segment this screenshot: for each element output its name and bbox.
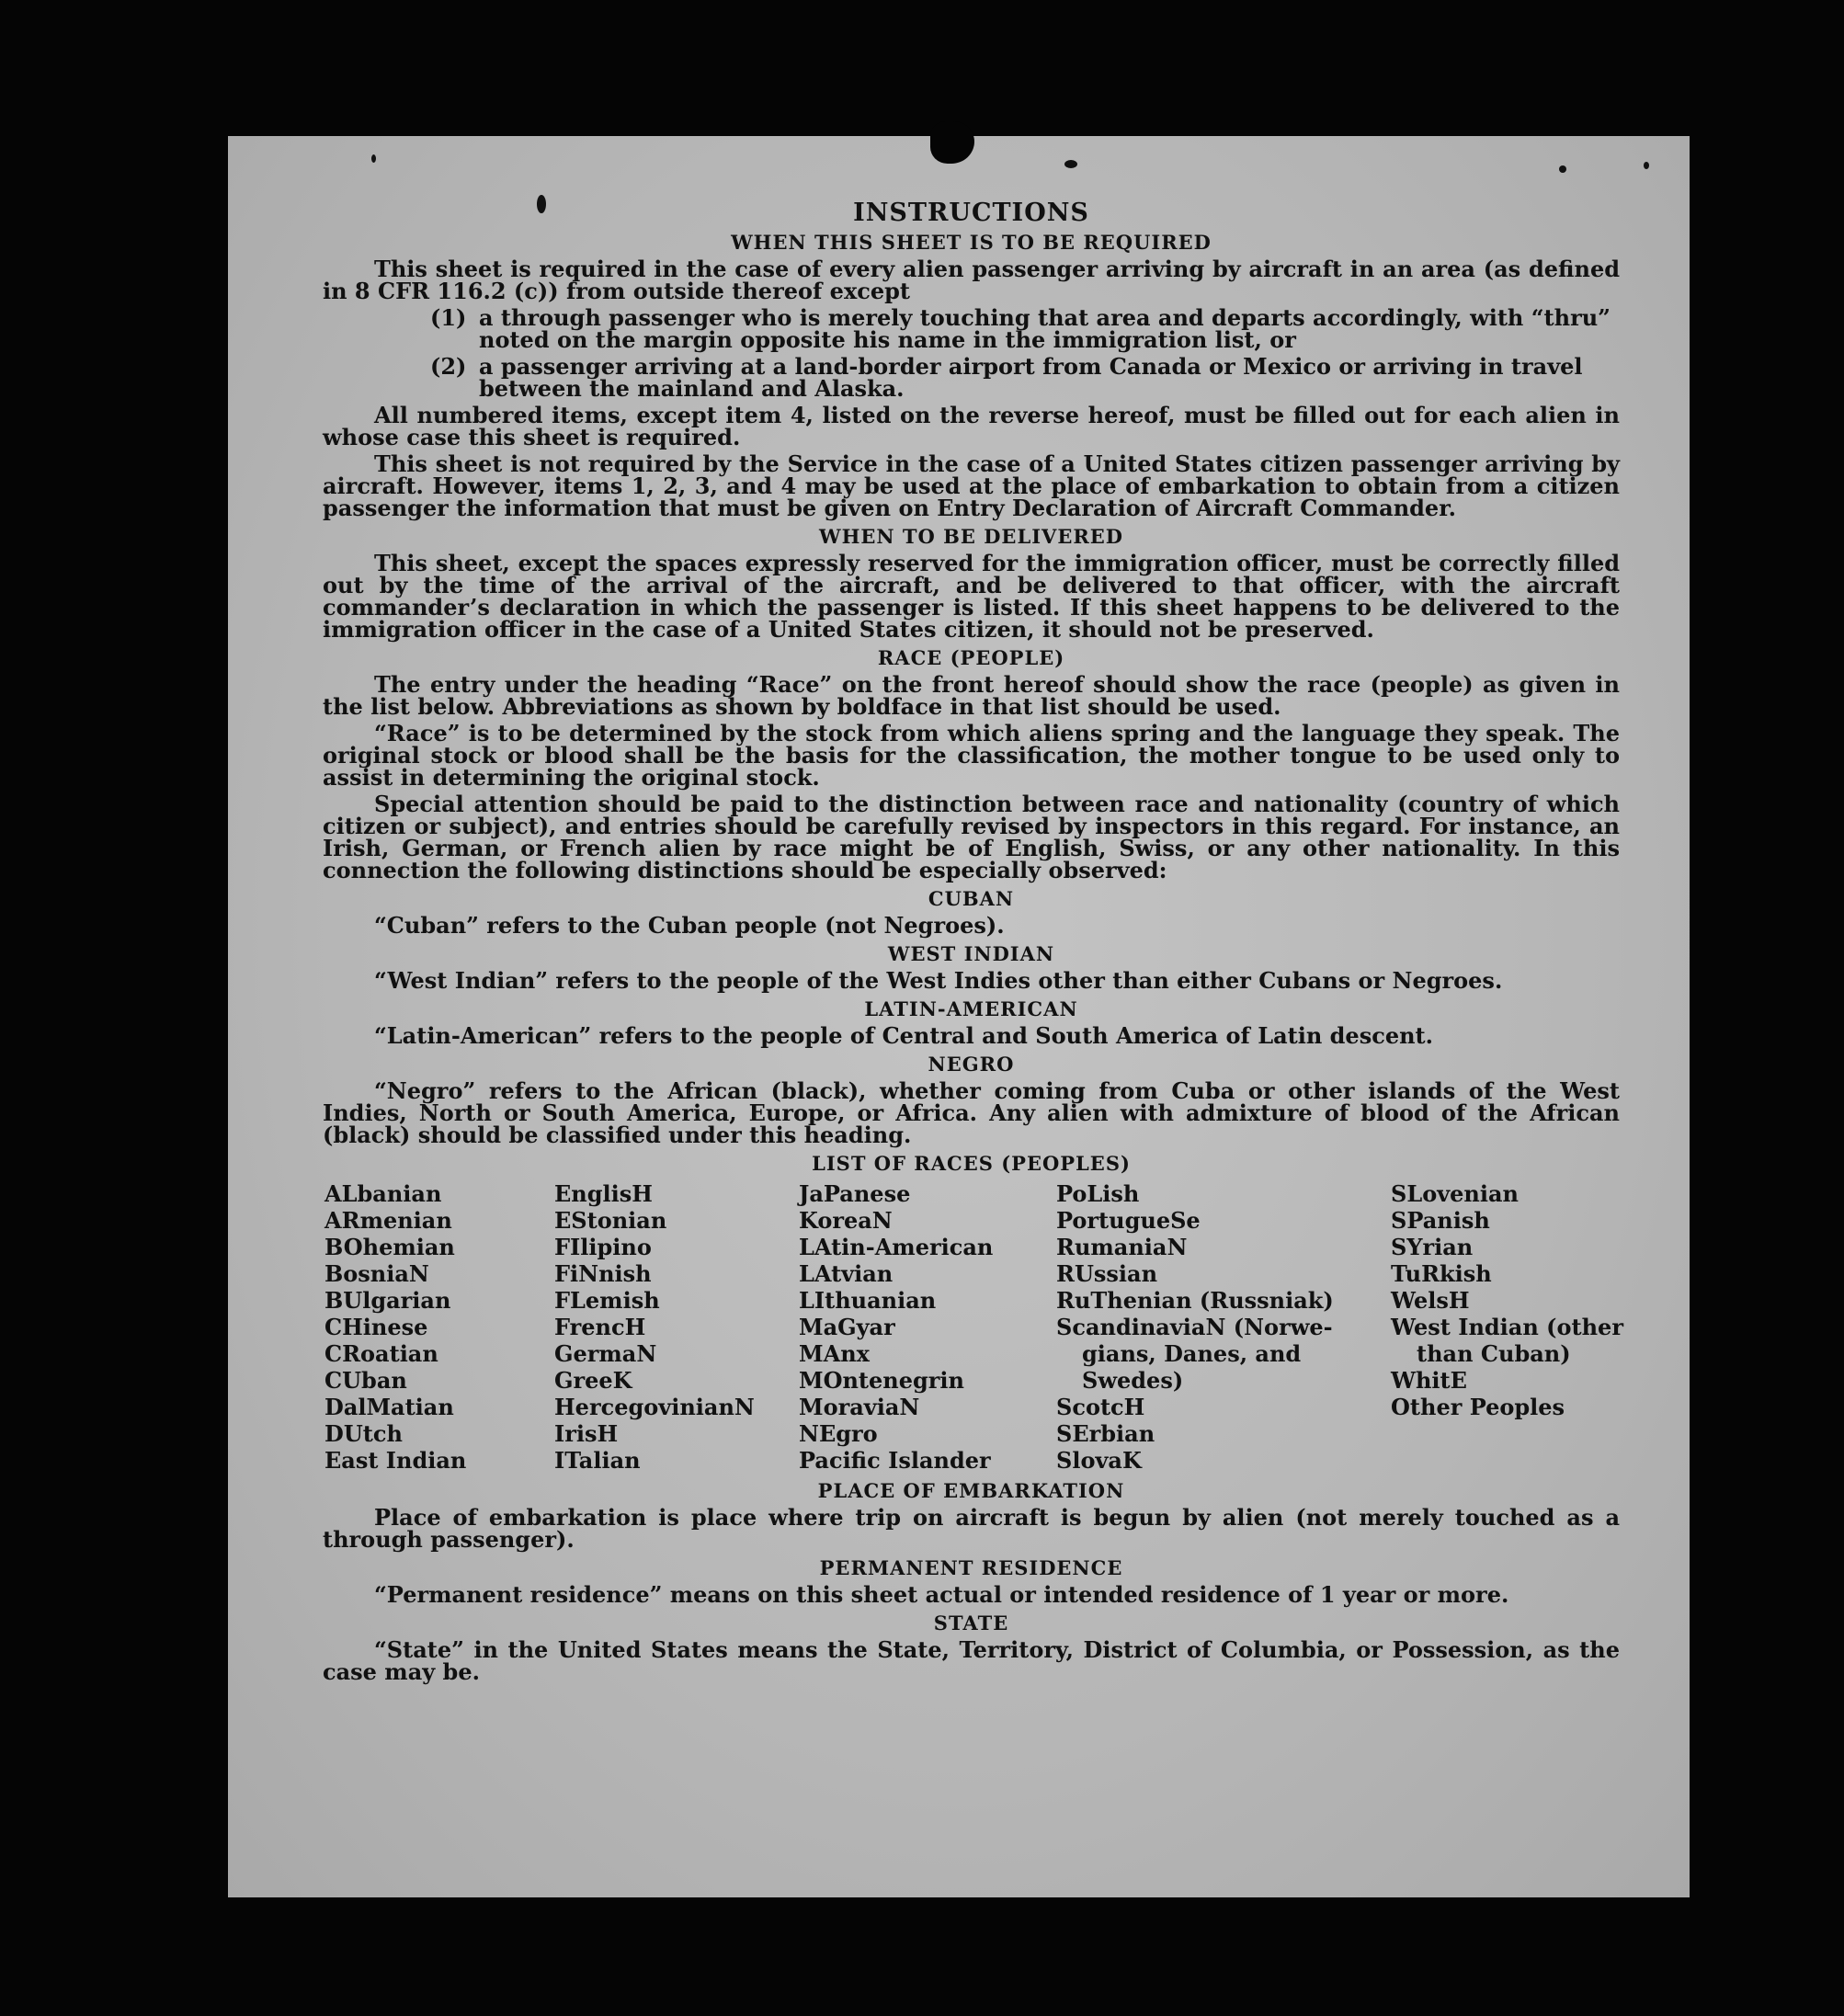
- race-column: [1391, 1180, 1630, 1474]
- race-entry: WelsH: [1391, 1287, 1470, 1314]
- race-entry: GreeK: [554, 1367, 632, 1394]
- ink-speck: [1559, 165, 1566, 173]
- race-entry: West Indian (other: [1391, 1314, 1623, 1340]
- race-entry: CHinese: [324, 1314, 428, 1340]
- race-entry: CUban: [324, 1367, 407, 1394]
- race-entry: LAtvian: [799, 1260, 894, 1287]
- when-delivered-text: This sheet, except the spaces expressly reserved for the immigration officer, must be correctly filled out by the time of the arrival of the aircraft, and be delivered to that officer, with the aircraft commander’s declaration in which the passenger is listed. If this sheet happens to be delivered to the immigration officer in the case of a United States citizen, it should not be preserved.: [323, 550, 1620, 643]
- negro-text: “Negro” refers to the African (black), whether coming from Cuba or other islands of the West Indies, North or South America, Europe, or Africa. Any alien with admixture of blood of the African (black) should be classified under this heading.: [323, 1077, 1620, 1148]
- race-entry: RuThenian (Russniak): [1056, 1287, 1334, 1314]
- race-entry: DUtch: [324, 1420, 403, 1447]
- race-entry: NEgro: [799, 1420, 878, 1447]
- page-title: INSTRUCTIONS: [853, 199, 1089, 227]
- state-heading: STATE: [933, 1612, 1009, 1634]
- race-entry: BosniaN: [324, 1260, 429, 1287]
- race-entry: BUlgarian: [324, 1287, 451, 1314]
- race-entry: IrisH: [554, 1420, 619, 1447]
- west-indian-text: “West Indian” refers to the people of the West Indies other than either Cubans or Negroes.: [374, 967, 1503, 994]
- race-entry: EStonian: [554, 1207, 667, 1234]
- race-entry: HercegovinianN: [554, 1394, 755, 1420]
- race-para2: “Race” is to be determined by the stock from which aliens spring and the language they speak. The original stock or blood shall be the basis for the classification, the mother tongue to be used only to assist in determining the original stock.: [323, 720, 1620, 791]
- race-para3: Special attention should be paid to the distinction between race and nationality (country of which citizen or subject), and entries should be carefully revised by inspectors in this regard. For instance, an Irish, German, or French alien by race might be of English, Swiss, or any other nationality. In this connection the following distinctions should be especially observed:: [323, 791, 1620, 883]
- race-entry: TuRkish: [1391, 1260, 1492, 1287]
- race-entry: PoLish: [1056, 1180, 1140, 1207]
- race-entry: FIlipino: [554, 1234, 652, 1260]
- race-entry: SYrian: [1391, 1234, 1474, 1260]
- race-entry: SPanish: [1391, 1207, 1490, 1234]
- ink-speck: [537, 195, 546, 213]
- exception-item: [430, 304, 1620, 353]
- list-of-races-heading: LIST OF RACES (PEOPLES): [812, 1152, 1131, 1175]
- race-entry: MaGyar: [799, 1314, 895, 1340]
- race-entry: SlovaK: [1056, 1447, 1142, 1474]
- exception-text: a through passenger who is merely touching that area and departs accordingly, with “thru” noted on the margin opposite his name in the immigration list, or: [479, 304, 1611, 353]
- race-entry: MAnx: [799, 1340, 870, 1367]
- race-entry: DalMatian: [324, 1394, 454, 1420]
- embarkation-heading: PLACE OF EMBARKATION: [817, 1479, 1125, 1502]
- instruction-sheet: [228, 136, 1690, 1897]
- residence-text: “Permanent residence” means on this sheet actual or intended residence of 1 year or more.: [374, 1581, 1509, 1608]
- when-required-para2: All numbered items, except item 4, listed on the reverse hereof, must be filled out for each alien in whose case this sheet is required.: [323, 402, 1620, 450]
- race-entry: FrencH: [554, 1314, 646, 1340]
- race-entry: gians, Danes, and: [1082, 1340, 1302, 1367]
- race-list: [324, 1180, 1623, 1474]
- latin-american-text: “Latin-American” refers to the people of Central and South America of Latin descent.: [374, 1022, 1433, 1049]
- race-para1: The entry under the heading “Race” on the front hereof should show the race (people) as given in the list below. Abbreviations as shown by boldface in that list should be used.: [323, 671, 1620, 720]
- race-entry: LIthuanian: [799, 1287, 937, 1314]
- race-entry: JaPanese: [799, 1180, 911, 1207]
- race-entry: EnglisH: [554, 1180, 653, 1207]
- when-required-intro: This sheet is required in the case of every alien passenger arriving by aircraft in an area (as defined in 8 CFR 116.2 (c)) from outside thereof except: [323, 256, 1620, 304]
- latin-american-heading: LATIN-AMERICAN: [864, 997, 1078, 1020]
- race-entry: FLemish: [554, 1287, 660, 1314]
- exception-text: a passenger arriving at a land-border airport from Canada or Mexico or arriving in travel between the mainland and Alaska.: [479, 353, 1583, 402]
- race-entry: SLovenian: [1391, 1180, 1519, 1207]
- race-entry: PortugueSe: [1056, 1207, 1201, 1234]
- race-entry: ITalian: [554, 1447, 641, 1474]
- race-column: [1056, 1180, 1391, 1474]
- race-entry: Pacific Islander: [799, 1447, 991, 1474]
- residence-heading: PERMANENT RESIDENCE: [819, 1556, 1123, 1579]
- race-entry: BOhemian: [324, 1234, 455, 1260]
- race-entry: RumaniaN: [1056, 1234, 1188, 1260]
- race-column: [324, 1180, 554, 1474]
- race-entry: ScotcH: [1056, 1394, 1145, 1420]
- race-entry: CRoatian: [324, 1340, 438, 1367]
- cuban-heading: CUBAN: [928, 887, 1015, 910]
- exception-number: (1): [430, 304, 467, 331]
- west-indian-heading: WEST INDIAN: [887, 942, 1055, 965]
- exception-number: (2): [430, 353, 467, 380]
- race-entry: than Cuban): [1417, 1340, 1571, 1367]
- ink-speck: [1064, 160, 1077, 168]
- ink-speck: [1644, 162, 1649, 169]
- race-entry: KoreaN: [799, 1207, 893, 1234]
- cuban-text: “Cuban” refers to the Cuban people (not Negroes).: [374, 912, 1005, 939]
- state-text: “State” in the United States means the State, Territory, District of Columbia, or Possession, as the case may be.: [323, 1636, 1620, 1685]
- race-entry: FiNnish: [554, 1260, 652, 1287]
- race-entry: ARmenian: [324, 1207, 452, 1234]
- race-entry: Other Peoples: [1391, 1394, 1565, 1420]
- when-required-para3: This sheet is not required by the Service in the case of a United States citizen passenger arriving by aircraft. However, items 1, 2, 3, and 4 may be used at the place of embarkation to obtain from a citizen passenger the information that must be given on Entry Declaration of Aircraft Commander.: [323, 450, 1620, 521]
- race-entry: MOntenegrin: [799, 1367, 964, 1394]
- race-entry: ScandinaviaN (Norwe-: [1056, 1314, 1333, 1340]
- exception-item: [430, 353, 1620, 402]
- race-entry: RUssian: [1056, 1260, 1158, 1287]
- race-column: [554, 1180, 799, 1474]
- when-delivered-heading: WHEN TO BE DELIVERED: [818, 525, 1123, 548]
- embarkation-text: Place of embarkation is place where trip on aircraft is begun by alien (not merely touched as a through passenger).: [323, 1504, 1620, 1553]
- race-entry: ALbanian: [324, 1180, 442, 1207]
- race-entry: WhitE: [1391, 1367, 1467, 1394]
- race-entry: LAtin-American: [799, 1234, 994, 1260]
- when-required-heading: WHEN THIS SHEET IS TO BE REQUIRED: [731, 231, 1212, 254]
- negro-heading: NEGRO: [928, 1053, 1015, 1076]
- race-entry: SErbian: [1056, 1420, 1155, 1447]
- race-heading: RACE (PEOPLE): [877, 646, 1065, 669]
- race-entry: Swedes): [1082, 1367, 1184, 1394]
- ink-speck: [371, 154, 376, 163]
- race-column: [799, 1180, 1056, 1474]
- race-entry: East Indian: [324, 1447, 467, 1474]
- race-entry: MoraviaN: [799, 1394, 920, 1420]
- race-entry: GermaN: [554, 1340, 657, 1367]
